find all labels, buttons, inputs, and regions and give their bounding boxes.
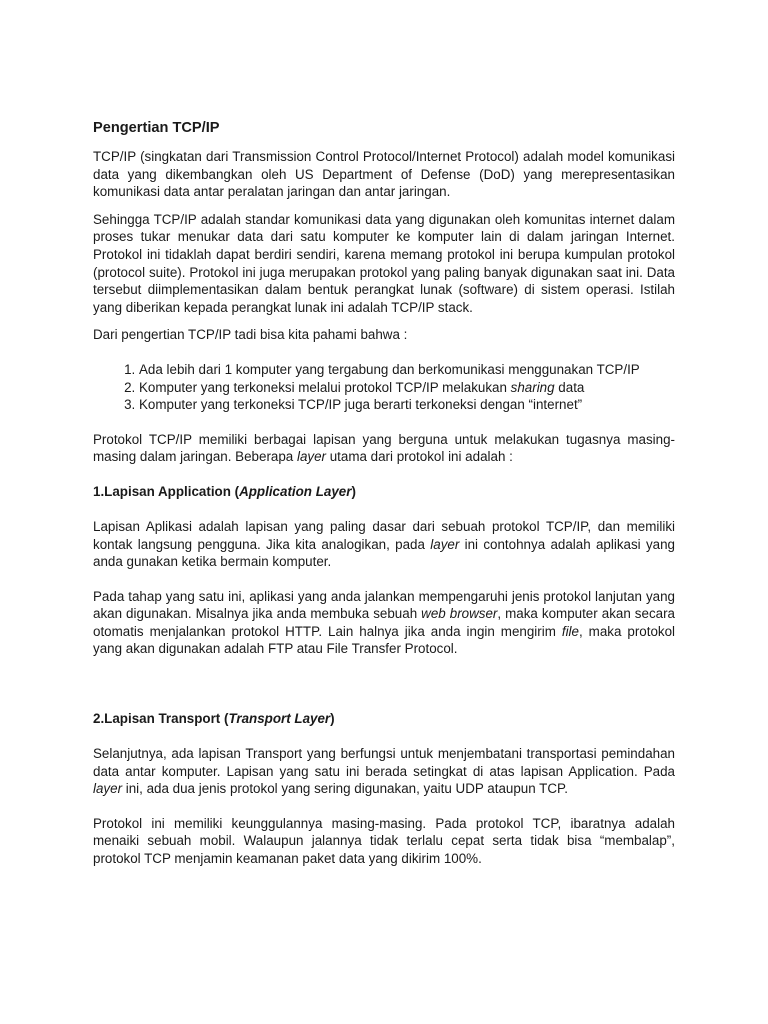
list-item-text: data — [554, 379, 585, 395]
list-item-text: Ada lebih dari 1 komputer yang tergabung dan berkomunikasi menggunakan TCP/IP — [139, 361, 640, 377]
heading-text: ) — [351, 483, 356, 499]
transport-paragraph-1 — [93, 745, 675, 798]
page-title: Pengertian TCP/IP — [93, 120, 220, 136]
list-item-emphasis: sharing — [510, 379, 555, 395]
summary-list — [93, 361, 675, 414]
standard-paragraph: Sehingga TCP/IP adalah standar komunikasi data yang digunakan oleh komunitas internet dalam proses tukar menukar data dari satu komputer ke komputer lain di dalam jaringan Internet. Protokol ini tidaklah dapat berdiri sendiri, karena memang protokol ini berupa kumpulan protokol (protocol suite). Protokol ini juga merupakan protokol yang paling banyak digunakan saat ini. Data tersebut diimplementasikan dalam bentuk perangkat lunak (software) di sistem operasi. Istilah yang diberikan kepada perangkat lunak ini adalah TCP/IP stack. — [93, 211, 675, 315]
document-page — [93, 118, 675, 868]
heading-emphasis: Application Layer — [239, 483, 352, 499]
paragraph-emphasis: layer — [430, 536, 460, 552]
paragraph-text: , maka komputer akan secara otomatis menjalankan protokol HTTP. Lain halnya jika anda ingin mengirim — [93, 606, 675, 639]
paragraph-emphasis: web browser — [421, 606, 498, 622]
application-paragraph-1 — [93, 518, 675, 571]
list-item — [139, 379, 675, 397]
paragraph-text: ini, ada dua jenis protokol yang sering digunakan, yaitu UDP ataupun TCP. — [122, 781, 568, 797]
paragraph-emphasis: file — [561, 623, 579, 639]
heading-text: 2.Lapisan Transport ( — [93, 711, 229, 727]
list-item-text: Komputer yang terkoneksi melalui protokol TCP/IP melakukan — [139, 379, 511, 395]
paragraph-emphasis: layer — [93, 781, 123, 797]
list-item-text: Komputer yang terkoneksi TCP/IP juga berarti terkoneksi dengan “internet” — [139, 397, 583, 413]
section-heading-application — [93, 483, 675, 501]
paragraph-text: , maka protokol yang akan digunakan adalah FTP atau File Transfer Protocol. — [93, 623, 676, 657]
paragraph-text: utama dari protokol ini adalah : — [326, 449, 513, 465]
heading-text: 1.Lapisan Application ( — [93, 483, 240, 499]
intro-paragraph: TCP/IP (singkatan dari Transmission Control Protocol/Internet Protocol) adalah model komunikasi data yang dikembangkan oleh US Department of Defense (DoD) yang merepresentasikan komunikasi data antar peralatan jaringan dan antar jaringan. — [93, 149, 675, 200]
paragraph-text: Selanjutnya, ada lapisan Transport yang berfungsi untuk menjembatani transportasi pemindahan data antar komputer. Lapisan yang satu ini berada setingkat di atas lapisan Application. Pada — [93, 746, 675, 779]
heading-text: ) — [330, 711, 335, 727]
section-heading-transport — [93, 710, 675, 728]
heading-emphasis: Transport Layer — [228, 711, 331, 727]
paragraph-text: ini contohnya adalah aplikasi yang anda gunakan ketika bermain komputer. — [93, 536, 675, 570]
application-paragraph-2 — [93, 588, 675, 658]
layers-intro-paragraph — [93, 431, 675, 466]
paragraph-emphasis: layer — [296, 449, 326, 465]
paragraph-text: Protokol TCP/IP memiliki berbagai lapisan yang berguna untuk melakukan tugasnya masing-masing dalam jaringan. Beberapa — [93, 431, 675, 465]
paragraph-text: Lapisan Aplikasi adalah lapisan yang paling dasar dari sebuah protokol TCP/IP, dan memiliki kontak langsung pengguna. Jika kita analogikan, pada — [93, 518, 675, 552]
list-item — [139, 396, 675, 414]
summary-lead-paragraph: Dari pengertian TCP/IP tadi bisa kita pahami bahwa : — [93, 327, 408, 343]
list-item — [139, 361, 675, 379]
paragraph-text: Pada tahap yang satu ini, aplikasi yang anda jalankan mempengaruhi jenis protokol lanjutan yang akan digunakan. Misalnya jika anda membuka sebuah — [93, 588, 675, 622]
transport-paragraph-2: Protokol ini memiliki keunggulannya masing-masing. Pada protokol TCP, ibaratnya adalah menaiki sebuah mobil. Walaupun jalannya tidak terlalu cepat serta tidak bisa “membalap”, protokol TCP menjamin keamanan paket data yang dikirim 100%. — [93, 815, 675, 867]
